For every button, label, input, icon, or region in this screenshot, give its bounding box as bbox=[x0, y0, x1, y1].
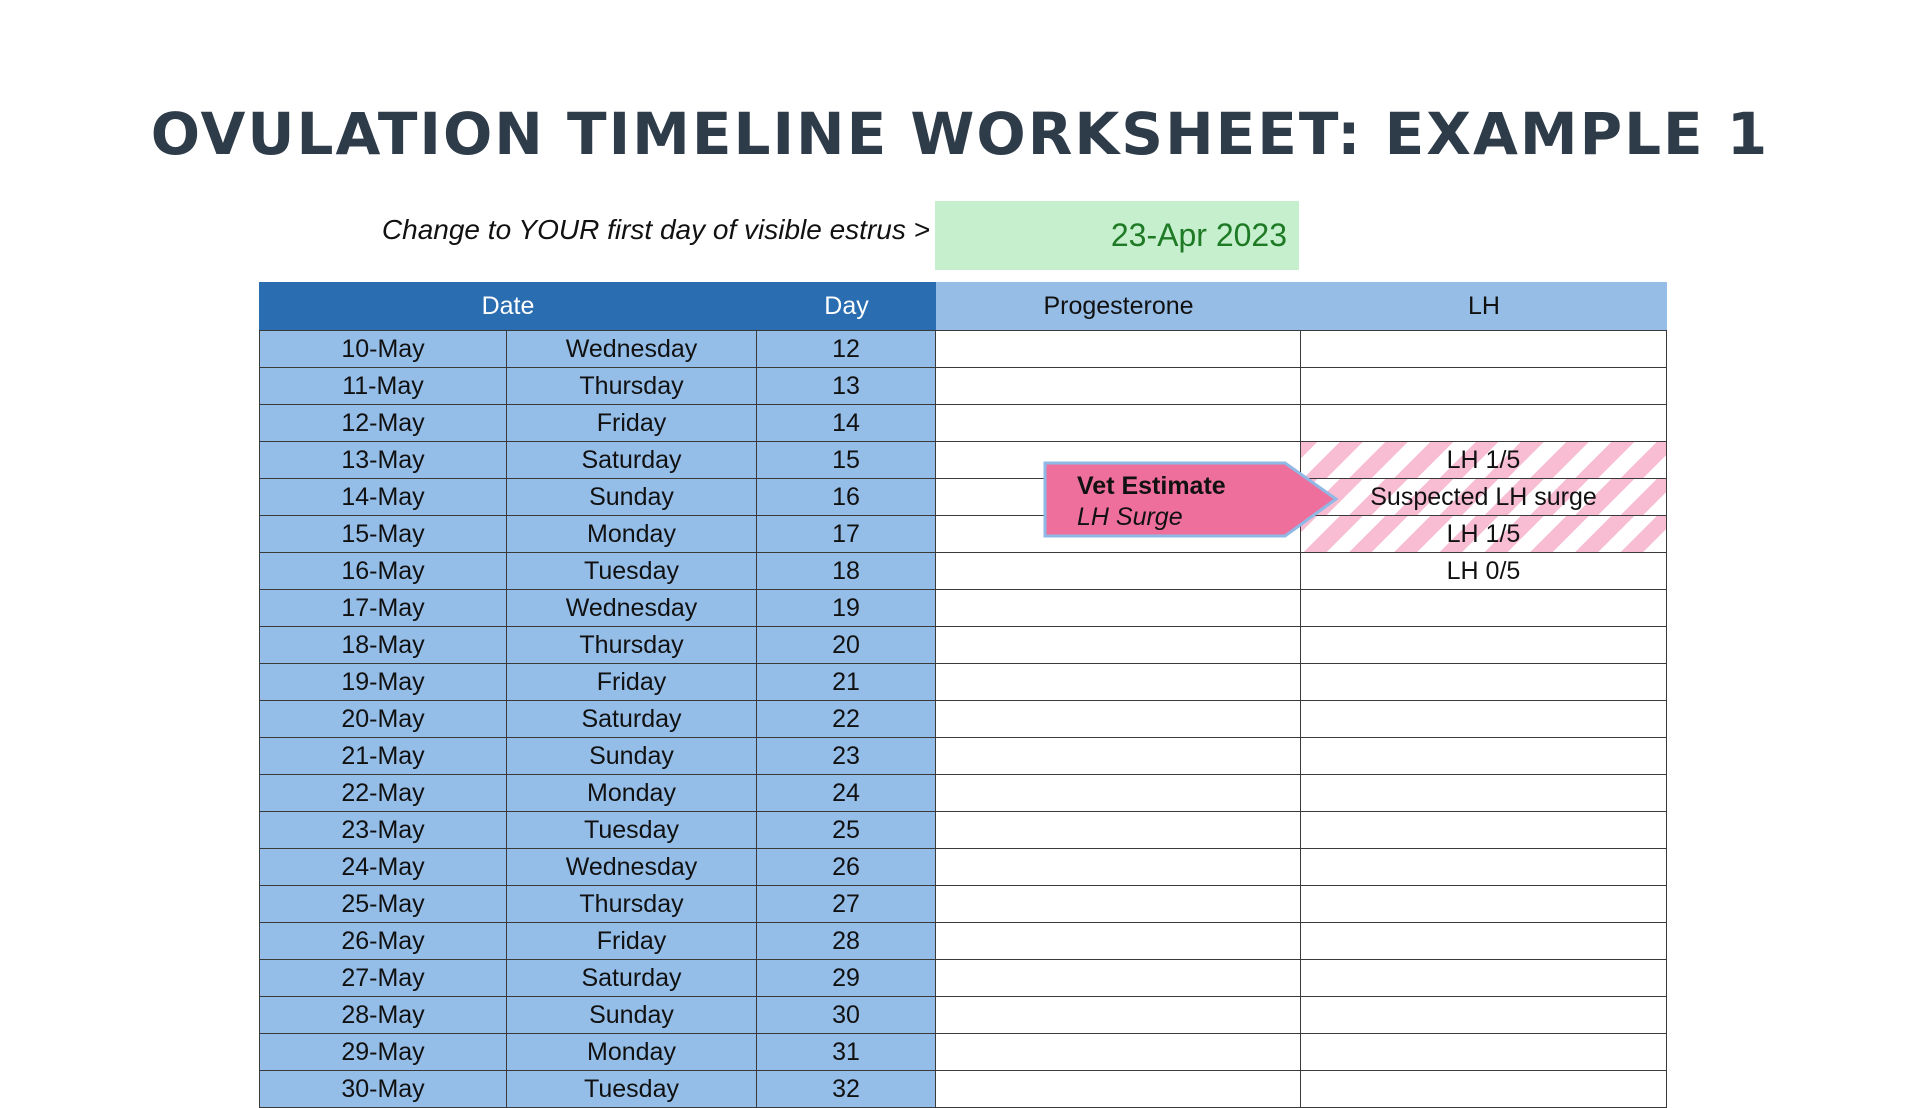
table-row bbox=[259, 553, 1667, 590]
table-row bbox=[259, 960, 1667, 997]
weekday-cell: Thursday bbox=[507, 368, 757, 405]
weekday-cell: Wednesday bbox=[507, 331, 757, 368]
lh-cell[interactable] bbox=[1301, 923, 1667, 960]
date-cell: 24-May bbox=[259, 849, 507, 886]
progesterone-cell[interactable] bbox=[936, 405, 1301, 442]
lh-cell[interactable] bbox=[1301, 1071, 1667, 1108]
weekday-cell: Tuesday bbox=[507, 553, 757, 590]
date-cell: 21-May bbox=[259, 738, 507, 775]
progesterone-cell[interactable] bbox=[936, 775, 1301, 812]
lh-cell[interactable] bbox=[1301, 997, 1667, 1034]
lh-cell[interactable]: LH 1/5 bbox=[1301, 442, 1667, 479]
callout-title: Vet Estimate bbox=[1077, 472, 1226, 500]
day-cell: 12 bbox=[757, 331, 936, 368]
header-day: Day bbox=[757, 282, 936, 330]
weekday-cell: Friday bbox=[507, 923, 757, 960]
estrus-date-input[interactable]: 23-Apr 2023 bbox=[935, 201, 1299, 270]
table-row bbox=[259, 701, 1667, 738]
table-row bbox=[259, 997, 1667, 1034]
day-cell: 20 bbox=[757, 627, 936, 664]
date-cell: 28-May bbox=[259, 997, 507, 1034]
date-cell: 10-May bbox=[259, 331, 507, 368]
table-row bbox=[259, 923, 1667, 960]
date-cell: 12-May bbox=[259, 405, 507, 442]
progesterone-cell[interactable] bbox=[936, 886, 1301, 923]
day-cell: 17 bbox=[757, 516, 936, 553]
table-row bbox=[259, 812, 1667, 849]
header-date: Date bbox=[259, 282, 757, 330]
date-cell: 20-May bbox=[259, 701, 507, 738]
progesterone-cell[interactable] bbox=[936, 368, 1301, 405]
lh-cell[interactable] bbox=[1301, 775, 1667, 812]
progesterone-cell[interactable] bbox=[936, 738, 1301, 775]
progesterone-cell[interactable] bbox=[936, 627, 1301, 664]
progesterone-cell[interactable] bbox=[936, 331, 1301, 368]
lh-cell[interactable] bbox=[1301, 849, 1667, 886]
progesterone-cell[interactable] bbox=[936, 997, 1301, 1034]
date-cell: 23-May bbox=[259, 812, 507, 849]
progesterone-cell[interactable] bbox=[936, 1034, 1301, 1071]
weekday-cell: Sunday bbox=[507, 479, 757, 516]
weekday-cell: Tuesday bbox=[507, 812, 757, 849]
date-cell: 19-May bbox=[259, 664, 507, 701]
day-cell: 18 bbox=[757, 553, 936, 590]
date-cell: 27-May bbox=[259, 960, 507, 997]
weekday-cell: Saturday bbox=[507, 701, 757, 738]
date-cell: 30-May bbox=[259, 1071, 507, 1108]
table-row bbox=[259, 1071, 1667, 1108]
lh-cell[interactable] bbox=[1301, 701, 1667, 738]
weekday-cell: Wednesday bbox=[507, 590, 757, 627]
date-cell: 25-May bbox=[259, 886, 507, 923]
weekday-cell: Tuesday bbox=[507, 1071, 757, 1108]
lh-cell[interactable] bbox=[1301, 664, 1667, 701]
day-cell: 13 bbox=[757, 368, 936, 405]
weekday-cell: Saturday bbox=[507, 960, 757, 997]
date-cell: 14-May bbox=[259, 479, 507, 516]
day-cell: 14 bbox=[757, 405, 936, 442]
table-row bbox=[259, 479, 1667, 516]
weekday-cell: Friday bbox=[507, 664, 757, 701]
progesterone-cell[interactable] bbox=[936, 849, 1301, 886]
day-cell: 28 bbox=[757, 923, 936, 960]
table-row bbox=[259, 849, 1667, 886]
weekday-cell: Friday bbox=[507, 405, 757, 442]
weekday-cell: Monday bbox=[507, 516, 757, 553]
callout-subtitle: LH Surge bbox=[1077, 503, 1183, 531]
lh-cell[interactable] bbox=[1301, 627, 1667, 664]
weekday-cell: Wednesday bbox=[507, 849, 757, 886]
table-row bbox=[259, 368, 1667, 405]
table-row bbox=[259, 738, 1667, 775]
lh-cell[interactable] bbox=[1301, 590, 1667, 627]
weekday-cell: Monday bbox=[507, 1034, 757, 1071]
weekday-cell: Thursday bbox=[507, 886, 757, 923]
table-body bbox=[259, 331, 1667, 1108]
day-cell: 29 bbox=[757, 960, 936, 997]
lh-cell[interactable] bbox=[1301, 960, 1667, 997]
day-cell: 26 bbox=[757, 849, 936, 886]
date-cell: 11-May bbox=[259, 368, 507, 405]
lh-cell[interactable]: Suspected LH surge bbox=[1301, 479, 1667, 516]
day-cell: 32 bbox=[757, 1071, 936, 1108]
day-cell: 30 bbox=[757, 997, 936, 1034]
table-row bbox=[259, 775, 1667, 812]
table-row bbox=[259, 331, 1667, 368]
date-cell: 15-May bbox=[259, 516, 507, 553]
lh-cell[interactable] bbox=[1301, 812, 1667, 849]
progesterone-cell[interactable] bbox=[936, 664, 1301, 701]
table-row bbox=[259, 590, 1667, 627]
lh-cell[interactable]: LH 0/5 bbox=[1301, 553, 1667, 590]
day-cell: 21 bbox=[757, 664, 936, 701]
table-row bbox=[259, 516, 1667, 553]
weekday-cell: Saturday bbox=[507, 442, 757, 479]
day-cell: 15 bbox=[757, 442, 936, 479]
table-row bbox=[259, 627, 1667, 664]
lh-cell[interactable] bbox=[1301, 331, 1667, 368]
weekday-cell: Monday bbox=[507, 775, 757, 812]
date-cell: 22-May bbox=[259, 775, 507, 812]
day-cell: 16 bbox=[757, 479, 936, 516]
day-cell: 23 bbox=[757, 738, 936, 775]
progesterone-cell[interactable] bbox=[936, 553, 1301, 590]
date-cell: 16-May bbox=[259, 553, 507, 590]
lh-cell[interactable] bbox=[1301, 1034, 1667, 1071]
date-cell: 13-May bbox=[259, 442, 507, 479]
timeline-table bbox=[259, 282, 1667, 1108]
weekday-cell: Sunday bbox=[507, 738, 757, 775]
table-row bbox=[259, 1034, 1667, 1071]
day-cell: 24 bbox=[757, 775, 936, 812]
progesterone-cell[interactable] bbox=[936, 812, 1301, 849]
day-cell: 22 bbox=[757, 701, 936, 738]
progesterone-cell[interactable] bbox=[936, 701, 1301, 738]
lh-cell[interactable] bbox=[1301, 368, 1667, 405]
progesterone-cell[interactable] bbox=[936, 1071, 1301, 1108]
day-cell: 19 bbox=[757, 590, 936, 627]
progesterone-cell[interactable] bbox=[936, 590, 1301, 627]
table-row bbox=[259, 664, 1667, 701]
weekday-cell: Thursday bbox=[507, 627, 757, 664]
day-cell: 27 bbox=[757, 886, 936, 923]
table-row bbox=[259, 405, 1667, 442]
vet-estimate-callout bbox=[1043, 461, 1338, 538]
date-cell: 17-May bbox=[259, 590, 507, 627]
lh-cell[interactable] bbox=[1301, 738, 1667, 775]
day-cell: 31 bbox=[757, 1034, 936, 1071]
lh-cell[interactable] bbox=[1301, 886, 1667, 923]
table-row bbox=[259, 442, 1667, 479]
date-cell: 29-May bbox=[259, 1034, 507, 1071]
progesterone-cell[interactable] bbox=[936, 960, 1301, 997]
header-lh: LH bbox=[1301, 282, 1667, 330]
date-cell: 26-May bbox=[259, 923, 507, 960]
lh-cell[interactable]: LH 1/5 bbox=[1301, 516, 1667, 553]
progesterone-cell[interactable] bbox=[936, 923, 1301, 960]
lh-cell[interactable] bbox=[1301, 405, 1667, 442]
day-cell: 25 bbox=[757, 812, 936, 849]
page-title: OVULATION TIMELINE WORKSHEET: EXAMPLE 1 bbox=[150, 100, 1770, 168]
header-progesterone: Progesterone bbox=[936, 282, 1301, 330]
date-cell: 18-May bbox=[259, 627, 507, 664]
weekday-cell: Sunday bbox=[507, 997, 757, 1034]
table-row bbox=[259, 886, 1667, 923]
estrus-date-label: Change to YOUR first day of visible estrus > bbox=[381, 214, 930, 245]
table-header bbox=[259, 282, 1667, 331]
